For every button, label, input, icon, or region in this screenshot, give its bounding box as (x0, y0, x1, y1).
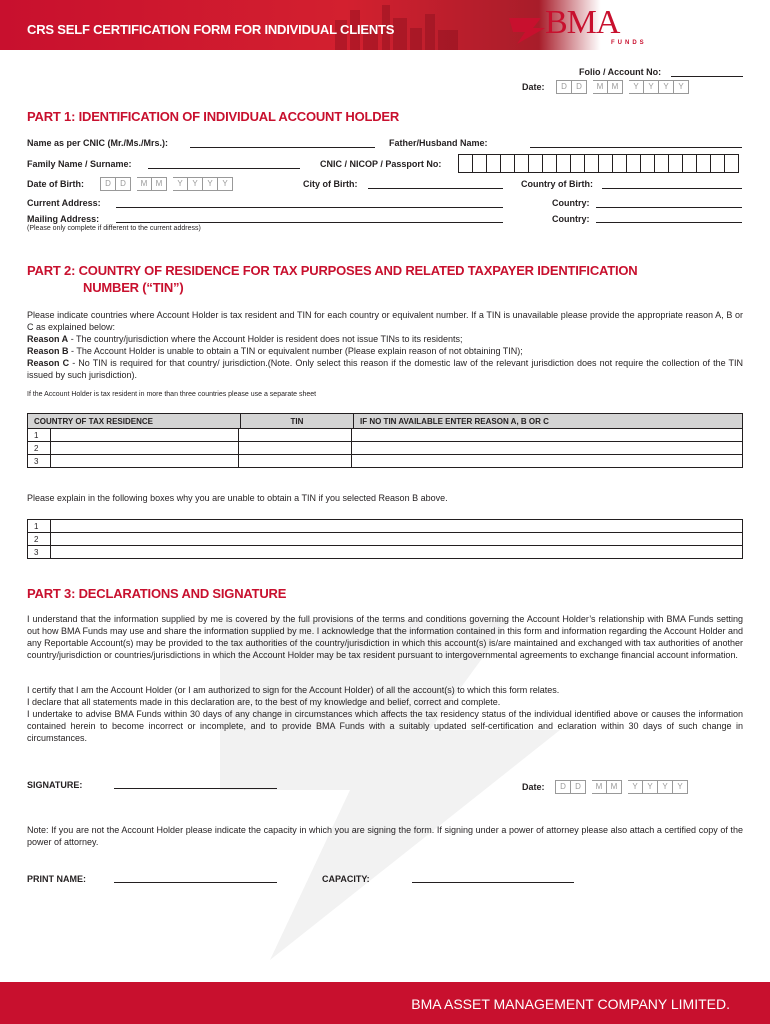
table-row (28, 546, 743, 559)
part2-title-line1: PART 2: COUNTRY OF RESIDENCE FOR TAX PURPOSES AND RELATED TAXPAYER IDENTIFICATION (27, 263, 638, 278)
date-box[interactable]: Y (658, 780, 673, 794)
capacity-note: Note: If you are not the Account Holder please indicate the capacity in which you are signing the form. If signing under a power of attorney please also attach a certified copy of the power of attorney. (27, 825, 743, 847)
reason-a: Reason A - The country/jurisdiction where the Account Holder is resident does not issue TINs to its residents; (27, 334, 463, 344)
dob-label: Date of Birth: (27, 179, 84, 189)
part1-title: PART 1: IDENTIFICATION OF INDIVIDUAL ACCOUNT HOLDER (27, 109, 400, 124)
date-box[interactable]: M (608, 80, 623, 94)
table-row (28, 429, 743, 442)
country-cell[interactable] (51, 429, 239, 442)
current-address-label: Current Address: (27, 198, 101, 208)
date-box[interactable]: Y (674, 80, 689, 94)
date-box[interactable]: D (572, 80, 587, 94)
separate-sheet-note: If the Account Holder is tax resident in more than three countries please use a separate sheet (27, 391, 317, 398)
date-box[interactable]: Y (643, 780, 658, 794)
reason-cell[interactable] (352, 442, 743, 455)
declaration-para1: I understand that the information supplied by me is covered by the full provisions of the terms and conditions governing the Account Holder’s relationship with BMA Funds setting out how BMA Funds may use and share the information supplied by me. I acknowledge that the information contained in this form and information regarding the Account Holder and any Reportable Account(s) may be provided to the tax authorities of the country/jurisdiction in which this account(s) is/are maintained and exchanged with tax authorities of another country/jurisdiction or countries/jurisdictions in which the Account Holder may be tax resident pursuant to intergovernmental agreements to exchange financial account information. (27, 614, 743, 660)
print-name-input[interactable] (114, 882, 277, 883)
mailing-note: (Please only complete if different to the current address) (27, 225, 201, 232)
row-number: 2 (28, 533, 51, 546)
date-box[interactable]: Y (659, 80, 674, 94)
folio-input[interactable] (671, 76, 743, 77)
tin-cell[interactable] (239, 455, 352, 468)
reason-cell[interactable] (352, 455, 743, 468)
date-boxes[interactable] (556, 80, 689, 94)
explain-cell[interactable] (51, 546, 743, 559)
date-box[interactable]: D (571, 780, 586, 794)
country-cell[interactable] (51, 455, 239, 468)
date-box[interactable]: M (593, 80, 608, 94)
country-label: Country: (552, 198, 590, 208)
logo-text: BMA (545, 4, 620, 41)
date-label: Date: (522, 82, 545, 92)
table-row (28, 533, 743, 546)
date-box[interactable]: Y (629, 80, 644, 94)
form-title: CRS SELF CERTIFICATION FORM FOR INDIVIDUAL CLIENTS (27, 22, 395, 37)
table-row (28, 442, 743, 455)
table-row (28, 455, 743, 468)
dob-box[interactable]: Y (218, 177, 233, 191)
country-of-birth-input[interactable] (602, 188, 742, 189)
dob-box[interactable]: D (116, 177, 131, 191)
date-box[interactable]: D (556, 80, 572, 94)
date-box[interactable]: Y (628, 780, 643, 794)
col-tin: TIN (241, 414, 354, 429)
mailing-address-label: Mailing Address: (27, 214, 100, 224)
family-name-label: Family Name / Surname: (27, 159, 132, 169)
part2-intro: Please indicate countries where Account Holder is tax resident and TIN for each country or equivalent number. If a TIN is unavailable please provide the appropriate reason A, B or C as explained below: (27, 310, 743, 332)
dob-box[interactable]: Y (188, 177, 203, 191)
tin-cell[interactable] (239, 429, 352, 442)
tin-cell[interactable] (239, 442, 352, 455)
signature-date-boxes[interactable] (555, 780, 688, 794)
dob-box[interactable]: M (152, 177, 167, 191)
date-box[interactable]: D (555, 780, 571, 794)
explain-table (27, 519, 743, 559)
date-box[interactable]: Y (644, 80, 659, 94)
signature-input[interactable] (114, 788, 277, 789)
city-of-birth-label: City of Birth: (303, 179, 358, 189)
city-of-birth-input[interactable] (368, 188, 503, 189)
father-name-label: Father/Husband Name: (389, 138, 488, 148)
country-of-birth-label: Country of Birth: (521, 179, 593, 189)
current-address-input[interactable] (116, 207, 503, 208)
father-name-input[interactable] (530, 147, 742, 148)
capacity-input[interactable] (412, 882, 574, 883)
mailing-address-input[interactable] (116, 222, 503, 223)
date-box[interactable]: M (592, 780, 607, 794)
reason-cell[interactable] (352, 429, 743, 442)
folio-label: Folio / Account No: (579, 67, 662, 77)
row-number: 3 (28, 455, 51, 468)
name-input[interactable] (190, 147, 375, 148)
signature-label: SIGNATURE: (27, 780, 83, 790)
dob-box[interactable]: D (100, 177, 116, 191)
col-reason: IF NO TIN AVAILABLE ENTER REASON A, B OR C (354, 414, 743, 429)
declaration-declare: I declare that all statements made in this declaration are, to the best of my knowledge and belief, correct and complete. (27, 697, 501, 707)
explain-cell[interactable] (51, 520, 743, 533)
name-label: Name as per CNIC (Mr./Ms./Mrs.): (27, 138, 169, 148)
date-box[interactable]: M (607, 780, 622, 794)
signature-date-label: Date: (522, 782, 545, 792)
reason-b: Reason B - The Account Holder is unable to obtain a TIN or equivalent number (Please explain reason of not obtaining TIN); (27, 346, 523, 356)
mailing-country-input[interactable] (596, 222, 742, 223)
declaration-undertake: I undertake to advise BMA Funds within 30 days of any change in circumstances which affects the tax residency status of the individual identified above or causes the information contained herein to become incorrect or incomplete, and to provide BMA Funds with a suitably updated self-certification and eclaration within 30 days of such change in circumstances. (27, 709, 743, 743)
mailing-country-label: Country: (552, 214, 590, 224)
declaration-certify: I certify that I am the Account Holder (or I am authorized to sign for the Account Holder) of all the account(s) to which this form relates. (27, 685, 560, 695)
col-country: COUNTRY OF TAX RESIDENCE (28, 414, 241, 429)
dob-box[interactable]: Y (173, 177, 188, 191)
date-box[interactable]: Y (673, 780, 688, 794)
dob-box[interactable]: M (137, 177, 152, 191)
print-name-label: PRINT NAME: (27, 874, 86, 884)
cnic-label: CNIC / NICOP / Passport No: (320, 159, 442, 169)
tax-residence-rows (27, 428, 743, 468)
row-number: 1 (28, 429, 51, 442)
row-number: 3 (28, 546, 51, 559)
table-header-row (28, 414, 743, 429)
footer-company-name: BMA ASSET MANAGEMENT COMPANY LIMITED. (411, 996, 730, 1012)
table-row (28, 520, 743, 533)
explain-cell[interactable] (51, 533, 743, 546)
explain-text: Please explain in the following boxes why you are unable to obtain a TIN if you selected Reason B above. (27, 493, 448, 503)
dob-boxes[interactable] (100, 177, 233, 191)
dob-box[interactable]: Y (203, 177, 218, 191)
country-cell[interactable] (51, 442, 239, 455)
logo-subtitle: FUNDS (611, 40, 647, 46)
cnic-boxes[interactable] (458, 154, 739, 173)
part2-title-line2: NUMBER (“TIN”) (83, 280, 184, 295)
capacity-label: CAPACITY: (322, 874, 370, 884)
row-number: 2 (28, 442, 51, 455)
reason-c: Reason C - No TIN is required for that country/ jurisdiction.(Note. Only select this reason if the domestic law of the relevant jurisdiction does not require the collection of the TIN issued by such jurisdiction). (27, 358, 743, 380)
part3-title: PART 3: DECLARATIONS AND SIGNATURE (27, 586, 287, 601)
tax-residence-table (27, 413, 743, 429)
row-number: 1 (28, 520, 51, 533)
family-name-input[interactable] (148, 168, 300, 169)
country-input[interactable] (596, 207, 742, 208)
